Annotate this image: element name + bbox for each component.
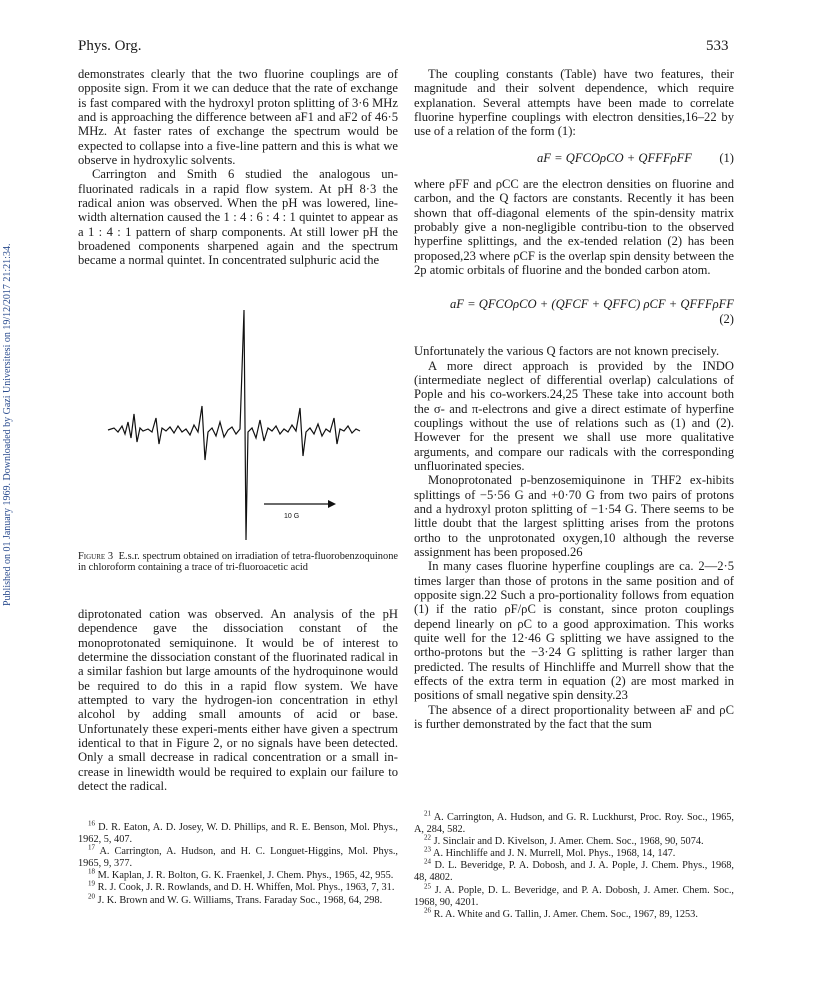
right-paragraph-7: The absence of a direct proportionality between aF and ρC is further demonstrated by the fact that the sum bbox=[414, 702, 734, 732]
footnote-24: $^{24}$ D. L. Beveridge, P. A. Dobosh, and J. A. Pople, J. Chem. Phys., 1968, 48, 4802. bbox=[414, 857, 734, 884]
equation-2 bbox=[414, 297, 734, 326]
footnote-19: $^{19}$ R. J. Cook, J. R. Rowlands, and D. H. Whiffen, Mol. Phys., 1963, 7, 31. bbox=[88, 880, 395, 894]
figure-caption-label: Figure 3 bbox=[78, 551, 114, 562]
left-column-top bbox=[78, 67, 398, 268]
page-number: 533 bbox=[706, 38, 729, 54]
equation-1-body: aF = QFCOρCO + QFFFρFF bbox=[536, 150, 692, 165]
left-column-bottom bbox=[78, 607, 398, 793]
footnotes-left bbox=[78, 819, 398, 907]
scale-label: 10 G bbox=[284, 513, 300, 520]
figure-3 bbox=[78, 310, 400, 600]
footnote-26: $^{26}$ R. A. White and G. Tallin, J. Amer. Chem. Soc., 1967, 89, 1253. bbox=[424, 906, 698, 920]
left-paragraph-1: demonstrates clearly that the two fluorine couplings are of opposite sign. From it we can deduce that the rate of exchange is fast compared with the hydroxyl proton splitting of 3·6 MHz and is approaching the difference between aF1 and aF2 of 46·5 MHz. At faster rates of exchange the spectrum would be expected to collapse into a five-line pattern and this is what we observe in hydroxylic solvents. bbox=[78, 67, 398, 168]
footnotes-right bbox=[414, 809, 735, 921]
esr-spectrum bbox=[78, 310, 400, 550]
download-watermark bbox=[2, 0, 18, 1007]
right-paragraph-6: In many cases fluorine hyperfine couplings are ca. 2—2·5 times larger than those of protons in the same position and of opposite sign.22 Such a pro-portionality follows from equation (1) if the ratio ρF/ρC is constant, since proton couplings depend linearly on ρC to a good approximation. This works quite well for the 12·46 G splitting we have assigned to the ortho-protons but the −3·24 G splitting is rather larger than predicted. The results of Hinchliffe and Murrell show that the effects of the extra term in equation (2) are most marked in positions of small negative spin density.23 bbox=[414, 559, 734, 703]
right-paragraph-3: Unfortunately the various Q factors are not known precisely. bbox=[414, 344, 720, 359]
footnote-22: $^{22}$ J. Sinclair and D. Kivelson, J. Amer. Chem. Soc., 1968, 90, 5074. bbox=[424, 833, 704, 848]
footnote-17: $^{17}$ A. Carrington, A. Hudson, and H. C. Longuet-Higgins, Mol. Phys., 1965, 9, 377. bbox=[78, 843, 398, 870]
footnote-21: $^{21}$ A. Carrington, A. Hudson, and G. R. Luckhurst, Proc. Roy. Soc., 1965, A, 284, 582. bbox=[414, 809, 734, 836]
right-column bbox=[414, 67, 734, 731]
equation-2-body: aF = QFCOρCO + (QFCF + QFFC) ρCF + QFFFρFF bbox=[449, 297, 734, 312]
left-paragraph-3: diprotonated cation was observed. An analysis of the pH dependence gave the dissociation constant of the monoprotonated semiquinone. It would be of interest to determine the dissociation constant of the fluorinated radical in a similar fashion but large amounts of the hydroquinone would be required to do this in a rapid flow system. We have attempted to vary the hydrogen-ion concentration in ethyl alcohol by adding small amounts of acid or base. Unfortunately these experi-ments either have given a spectrum identical to that in Figure 2, or no signals have been detected. Only a small decrease in radical concentration or a small in-crease in linewidth would be required to explain our failure to detect the radical. bbox=[78, 607, 398, 794]
running-head-journal: Phys. Org. bbox=[78, 38, 142, 54]
footnote-25: $^{25}$ J. A. Pople, D. L. Beveridge, and P. A. Dobosh, J. Amer. Chem. Soc., 1968, 90, 4201. bbox=[414, 882, 735, 908]
equation-1-number: (1) bbox=[719, 150, 734, 165]
equation-1 bbox=[414, 151, 734, 165]
right-paragraph-4: A more direct approach is provided by the INDO (intermediate neglect of differential overlap) calculations of Pople and his co-workers.24,25 These take into account both the σ- and π-electrons and give a direct estimate of hyperfine couplings without the use of relations such as (1) and (2). However for the present we shall use more qualitative arguments, and compare our radicals with the corresponding unfluorinated species. bbox=[414, 358, 734, 473]
figure-caption bbox=[78, 551, 398, 573]
footnote-20: $^{20}$ J. K. Brown and W. G. Williams, Trans. Faraday Soc., 1968, 64, 298. bbox=[88, 892, 383, 906]
esr-spectrum-trace bbox=[108, 310, 360, 540]
right-paragraph-5: Monoprotonated p-benzosemiquinone in THF2 ex-hibits splittings of −5·56 G and +0·70 G from two pairs of protons and a hydroxyl proton splitting of −1·54 G. There seems to be little doubt that the largest splitting arises from the protons ortho to the unprotonated oxygen,10 although the reverse assignment has been proposed.26 bbox=[414, 473, 734, 559]
download-watermark-text: Published on 01 January 1969. Downloaded by Gazi Universitesi on 19/12/2017 21:21:34. bbox=[2, 243, 13, 606]
equation-2-number: (2) bbox=[719, 311, 734, 326]
right-paragraph-1: The coupling constants (Table) have two features, their magnitude and their solvent dependence, which require explanation. Several attempts have been made to correlate fluorine hyperfine couplings with electron densities,16–22 by use of a relation of the form (1): bbox=[414, 67, 734, 139]
left-paragraph-2: Carrington and Smith 6 studied the analogous un-fluorinated radicals in a rapid flow system. At pH 8·3 the radical anion was observed. When the pH was lowered, line-width alternation caused the 1 : 4 : 6 : 4 : 1 quintet to appear as a 1 : 4 : 1 pattern of sharp components. At still lower pH the broadened components sharpened again and the spectrum became a normal quintet. In concentrated sulphuric acid the bbox=[78, 167, 398, 268]
scale-arrow-head bbox=[328, 500, 336, 508]
footnote-23: $^{23}$ A. Hinchliffe and J. N. Murrell, Mol. Phys., 1968, 14, 147. bbox=[424, 845, 676, 860]
footnote-18: $^{18}$ M. Kaplan, J. R. Bolton, G. K. Fraenkel, J. Chem. Phys., 1965, 42, 955. bbox=[88, 867, 394, 882]
right-paragraph-2: where ρFF and ρCC are the electron densities on fluorine and carbon, and the Q factors are constants. Recently it has been shown that off-diagonal elements of the spin-density matrix probably give a non-negligible contribu-tion to the observed hyperfine splittings, and the ex-tended relation (2) has been proposed,23 where ρCF is the overlap spin density between the 2p atomic orbitals of fluorine and the bonded carbon atom. bbox=[414, 177, 734, 278]
footnote-16: $^{16}$ D. R. Eaton, A. D. Josey, W. D. Phillips, and R. E. Benson, Mol. Phys., 1962, 5, 407. bbox=[78, 819, 398, 846]
figure-caption-text: E.s.r. spectrum obtained on irradiation of tetra-fluorobenzoquinone in chloroform containing a trace of tri-fluoroacetic acid bbox=[78, 551, 398, 574]
